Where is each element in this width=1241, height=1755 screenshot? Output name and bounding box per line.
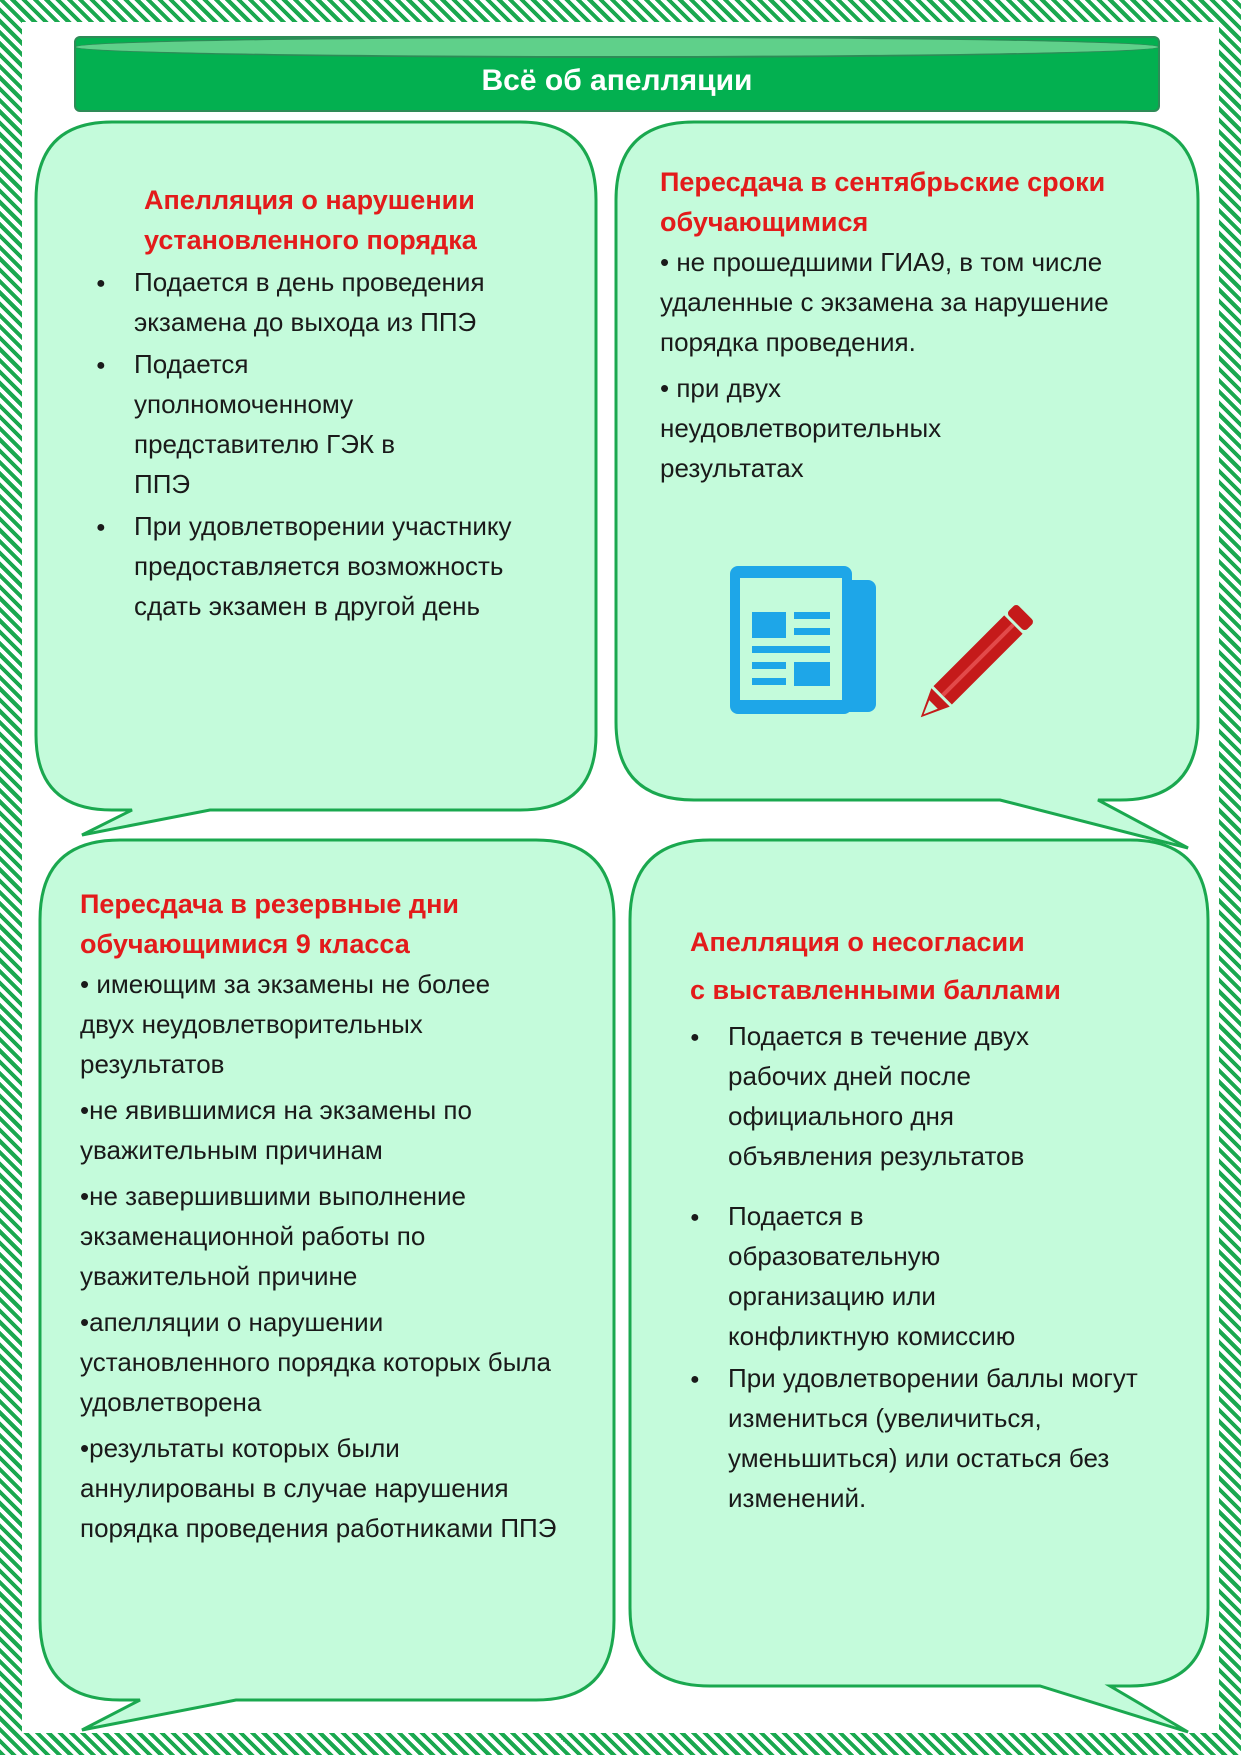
panel-appeal-score-disagreement: [690, 918, 1170, 1520]
bullet-icon: [96, 262, 134, 342]
bullet-icon: [690, 1358, 728, 1518]
panel-heading: Пересдача в сентябрьские сроки обучающимися: [660, 167, 1106, 237]
list-item: ● При удовлетворении баллы могут измениться (увеличиться, уменьшиться) или остаться без изменений.: [690, 1358, 1170, 1518]
panel-appeal-procedure-violation: [96, 180, 536, 628]
list-item: • не прошедшими ГИА9, в том числе удаленные с экзамена за нарушение порядка проведения.: [660, 247, 1109, 357]
list-item: •не завершившими выполнение экзаменационной работы по уважительной причине: [80, 1181, 466, 1291]
bullet-icon: [690, 1016, 728, 1176]
panel-heading: Апелляция о несогласии с выставленными баллами: [690, 927, 1061, 1005]
panel-september-retake: [660, 162, 1140, 488]
list-item: • при двух неудовлетворительных результатах: [660, 373, 942, 483]
list-item: •не явившимися на экзамены по уважительным причинам: [80, 1095, 472, 1165]
list-item: •результаты которых были аннулированы в случае нарушения порядка проведения работниками ППЭ: [80, 1433, 557, 1543]
bullet-icon: [690, 1196, 728, 1356]
list-item: • имеющим за экзамены не более двух неудовлетворительных результатов: [80, 969, 491, 1079]
title-banner: [74, 36, 1160, 112]
newspaper-icon: [730, 566, 876, 714]
bullet-icon: [96, 344, 134, 504]
list-item: •апелляции о нарушении установленного порядка которых была удовлетворена: [80, 1307, 552, 1417]
list-item: ● Подается уполномоченному представителю ГЭК в ППЭ: [96, 344, 536, 504]
list-item: ● Подается в день проведения экзамена до выхода из ППЭ: [96, 262, 536, 342]
list-item: ● Подается в образовательную организацию или конфликтную комиссию: [690, 1196, 1170, 1356]
list-item: ● При удовлетворении участнику предоставляется возможность сдать экзамен в другой день: [96, 506, 536, 626]
panel-reserve-days-retake: [80, 884, 580, 1548]
bullet-icon: [96, 506, 134, 626]
panel-heading: Пересдача в резервные дни обучающимися 9 класса: [80, 889, 459, 959]
page-title: Всё об апелляции: [481, 64, 753, 97]
list-item: ● Подается в течение двух рабочих дней после официального дня объявления результатов: [690, 1016, 1170, 1176]
panel-heading: Апелляция о нарушении установленного порядка: [144, 185, 477, 255]
